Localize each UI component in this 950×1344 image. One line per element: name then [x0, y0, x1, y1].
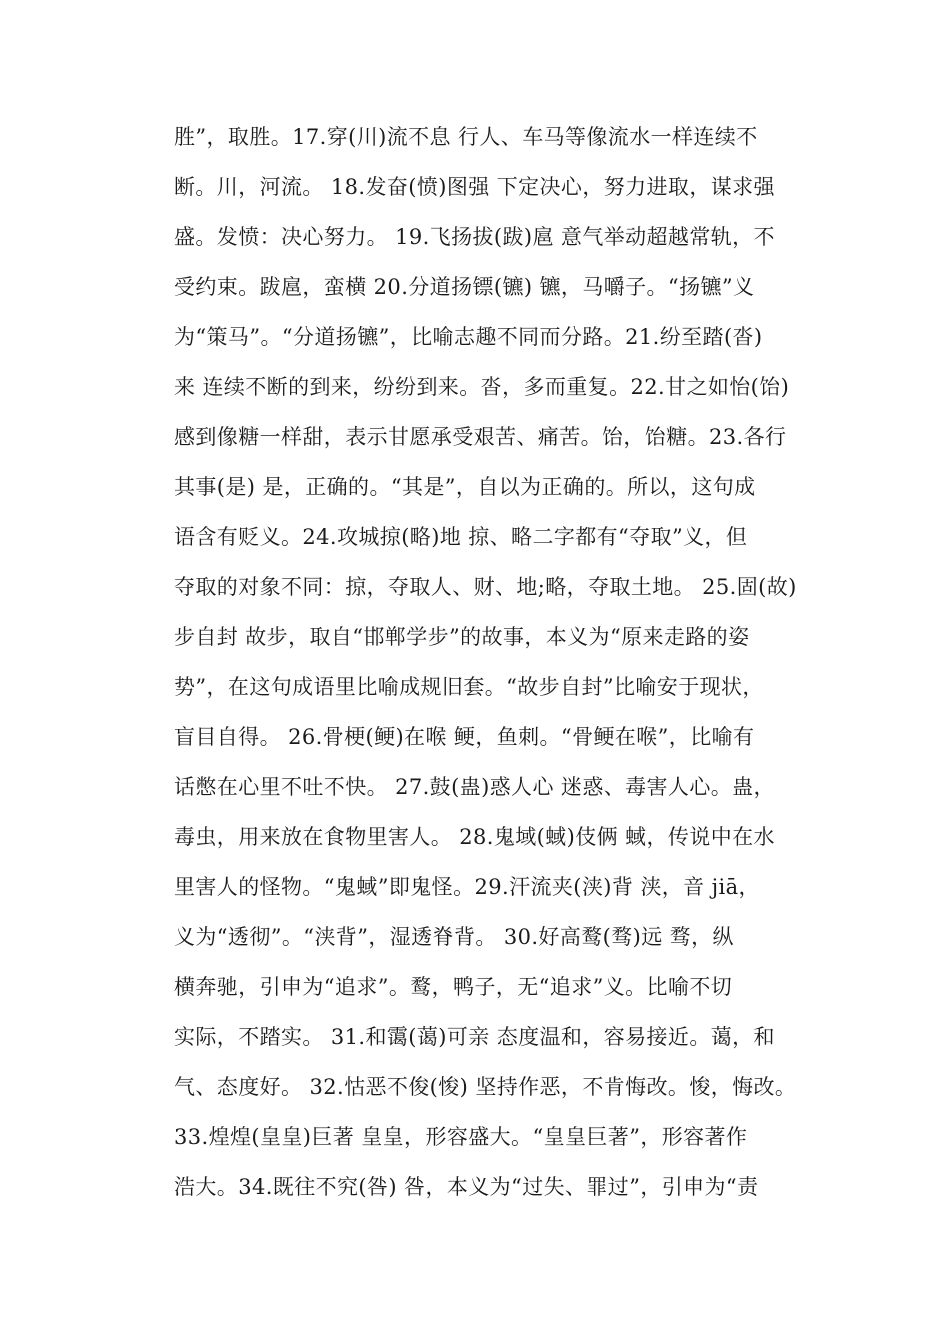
text-line: 浩大。34.既往不究(咎) 咎，本义为“过失、罪过”，引申为“责 — [174, 1175, 759, 1199]
document-text-body — [174, 118, 814, 1218]
text-line: 步自封 故步，取自“邯郸学步”的故事，本义为“原来走路的姿 — [174, 625, 750, 649]
text-line: 其事(是) 是，正确的。“其是”，自以为正确的。所以，这句成 — [174, 475, 756, 499]
text-line: 里害人的怪物。“鬼蜮”即鬼怪。29.汗流夹(浃)背 浃，音 jiā， — [174, 875, 760, 899]
text-line: 气、态度好。 32.怙恶不俊(悛) 坚持作恶，不肯悔改。悛，悔改。 — [174, 1075, 797, 1099]
text-line: 盲目自得。 26.骨梗(鲠)在喉 鲠，鱼刺。“骨鲠在喉”，比喻有 — [174, 725, 755, 749]
text-line: 实际，不踏实。 31.和霭(蔼)可亲 态度温和，容易接近。蔼，和 — [174, 1025, 775, 1049]
text-line: 横奔驰，引申为“追求”。鹜，鸭子，无“追求”义。比喻不切 — [174, 975, 733, 999]
text-line: 断。川，河流。 18.发奋(愤)图强 下定决心，努力进取，谋求强 — [174, 175, 775, 199]
text-line: 胜”，取胜。17.穿(川)流不息 行人、车马等像流水一样连续不 — [174, 125, 758, 149]
text-line: 义为“透彻”。“浃背”，湿透脊背。 30.好高鹜(骛)远 骛，纵 — [174, 925, 734, 949]
text-line: 感到像糖一样甜，表示甘愿承受艰苦、痛苦。饴，饴糖。23.各行 — [174, 425, 787, 449]
text-line: 盛。发愤：决心努力。 19.飞扬拔(跋)扈 意气举动超越常轨，不 — [174, 225, 775, 249]
text-line: 毒虫，用来放在食物里害人。 28.鬼域(蜮)伎俩 蜮，传说中在水 — [174, 825, 775, 849]
text-line: 夺取的对象不同：掠，夺取人、财、地;略，夺取土地。 25.固(故) — [174, 575, 797, 599]
text-line: 来 连续不断的到来，纷纷到来。沓，多而重复。22.甘之如怡(饴) — [174, 375, 790, 399]
text-line: 语含有贬义。24.攻城掠(略)地 掠、略二字都有“夺取”义，但 — [174, 525, 748, 549]
text-line: 势”，在这句成语里比喻成规旧套。“故步自封”比喻安于现状， — [174, 675, 764, 699]
text-line: 受约束。跋扈，蛮横 20.分道扬镖(镳) 镳，马嚼子。“扬镳”义 — [174, 275, 755, 299]
text-line: 33.煌煌(皇皇)巨著 皇皇，形容盛大。“皇皇巨著”，形容著作 — [174, 1125, 748, 1149]
text-line: 为“策马”。“分道扬镳”，比喻志趣不同而分路。21.纷至踏(沓) — [174, 325, 763, 349]
text-line: 话憋在心里不吐不快。 27.鼓(蛊)惑人心 迷惑、毒害人心。蛊， — [174, 775, 775, 799]
